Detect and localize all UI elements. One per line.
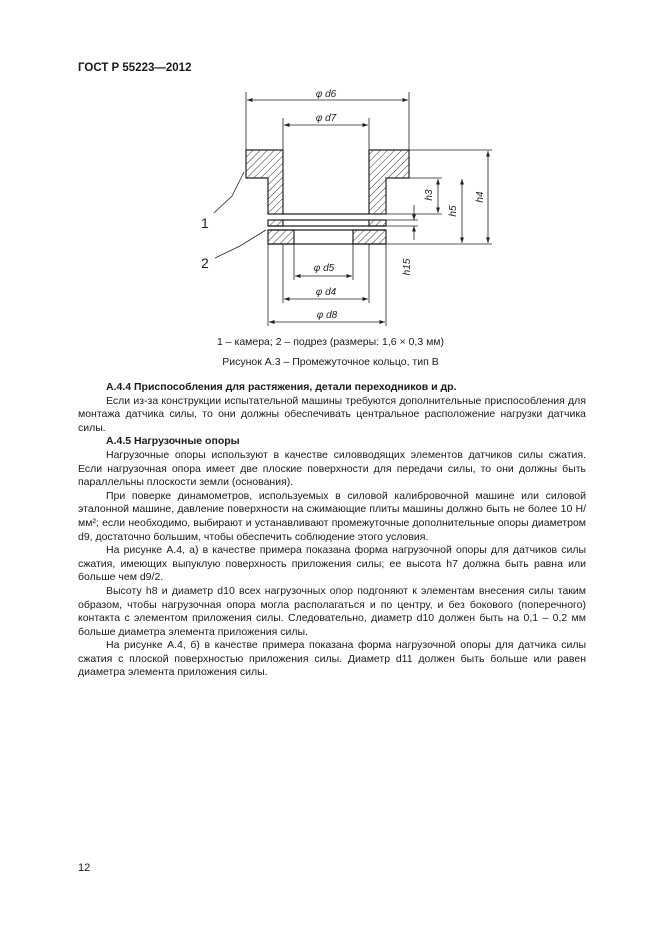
figure-title: Рисунок А.3 – Промежуточное кольцо, тип В <box>222 356 439 368</box>
paragraph: На рисунке А.4, б) в качестве примера показана форма нагрузочной опоры для датчика силы сжатия с плоской поверхностью приложения силы. Диаметр d11 должен быть больше или равен диаметра элемента приложения силы. <box>78 639 586 679</box>
paragraph: Высоту h8 и диаметр d10 всех нагрузочных опор подгоняют к элементам внесения силы таким образом, чтобы нагрузочная опора могла располагаться и по центру, и без бокового (поперечного) контакта с элементом приложения силы. Следовательно, диаметр d10 должен быть на 0,1 – 0,2 мм больше диаметра элемента приложения силы. <box>78 584 586 638</box>
ring-drawing <box>0 0 661 330</box>
section-heading-a44: А.4.4 Приспособления для растяжения, детали переходников и др. <box>106 381 457 393</box>
dim-h15-label: h15 <box>402 258 413 276</box>
dim-h5-label: h5 <box>448 205 459 217</box>
callout-2: 2 <box>201 255 209 271</box>
body-text <box>78 381 586 680</box>
paragraph: Если из-за конструкции испытательной машины требуются дополнительные приспособления для монтажа датчика силы, то они должны обеспечивать центральное расположение нагрузки датчика силы. <box>78 394 586 434</box>
paragraph: Нагрузочные опоры используют в качестве силовводящих элементов датчиков силы сжатия. Если нагрузочная опора имеет две плоские поверхности для передачи силы, то они должны быть параллельны плоскости земли (основания). <box>78 448 586 489</box>
dim-h4-label: h4 <box>475 191 486 203</box>
page-number: 12 <box>78 862 91 874</box>
dim-d5-label: φ d5 <box>313 263 335 274</box>
dim-d4-label: φ d4 <box>315 287 337 298</box>
dim-d8-label: φ d8 <box>316 310 338 321</box>
paragraph: При поверке динамометров, используемых в силовой калибровочной машине или силовой эталонной машине, давление поверхности на сжимающие плиты машины должно быть не более 10 Н/мм²; если необходимо, выбирают и устанавливают промежуточные дополнительные опоры диаметром d9, достаточно большим, чтобы обеспечить соблюдение этого условия. <box>78 489 586 543</box>
dim-h3-label: h3 <box>424 189 435 201</box>
document-header: ГОСТ Р 55223—2012 <box>78 62 192 74</box>
section-heading-a45: А.4.5 Нагрузочные опоры <box>106 435 240 448</box>
callout-1: 1 <box>201 215 209 231</box>
paragraph: На рисунке А.4, а) в качестве примера показана форма нагрузочной опоры для датчиков силы сжатия, имеющих выпуклую поверхность приложения силы; ее высота h7 должна быть равна или больше чем d9/2. <box>78 544 586 584</box>
figure-legend: 1 – камера; 2 – подрез (размеры: 1,6 × 0,3 мм) <box>216 336 445 348</box>
dim-d6-label: φ d6 <box>315 89 337 100</box>
dim-d7-label: φ d7 <box>315 113 337 124</box>
